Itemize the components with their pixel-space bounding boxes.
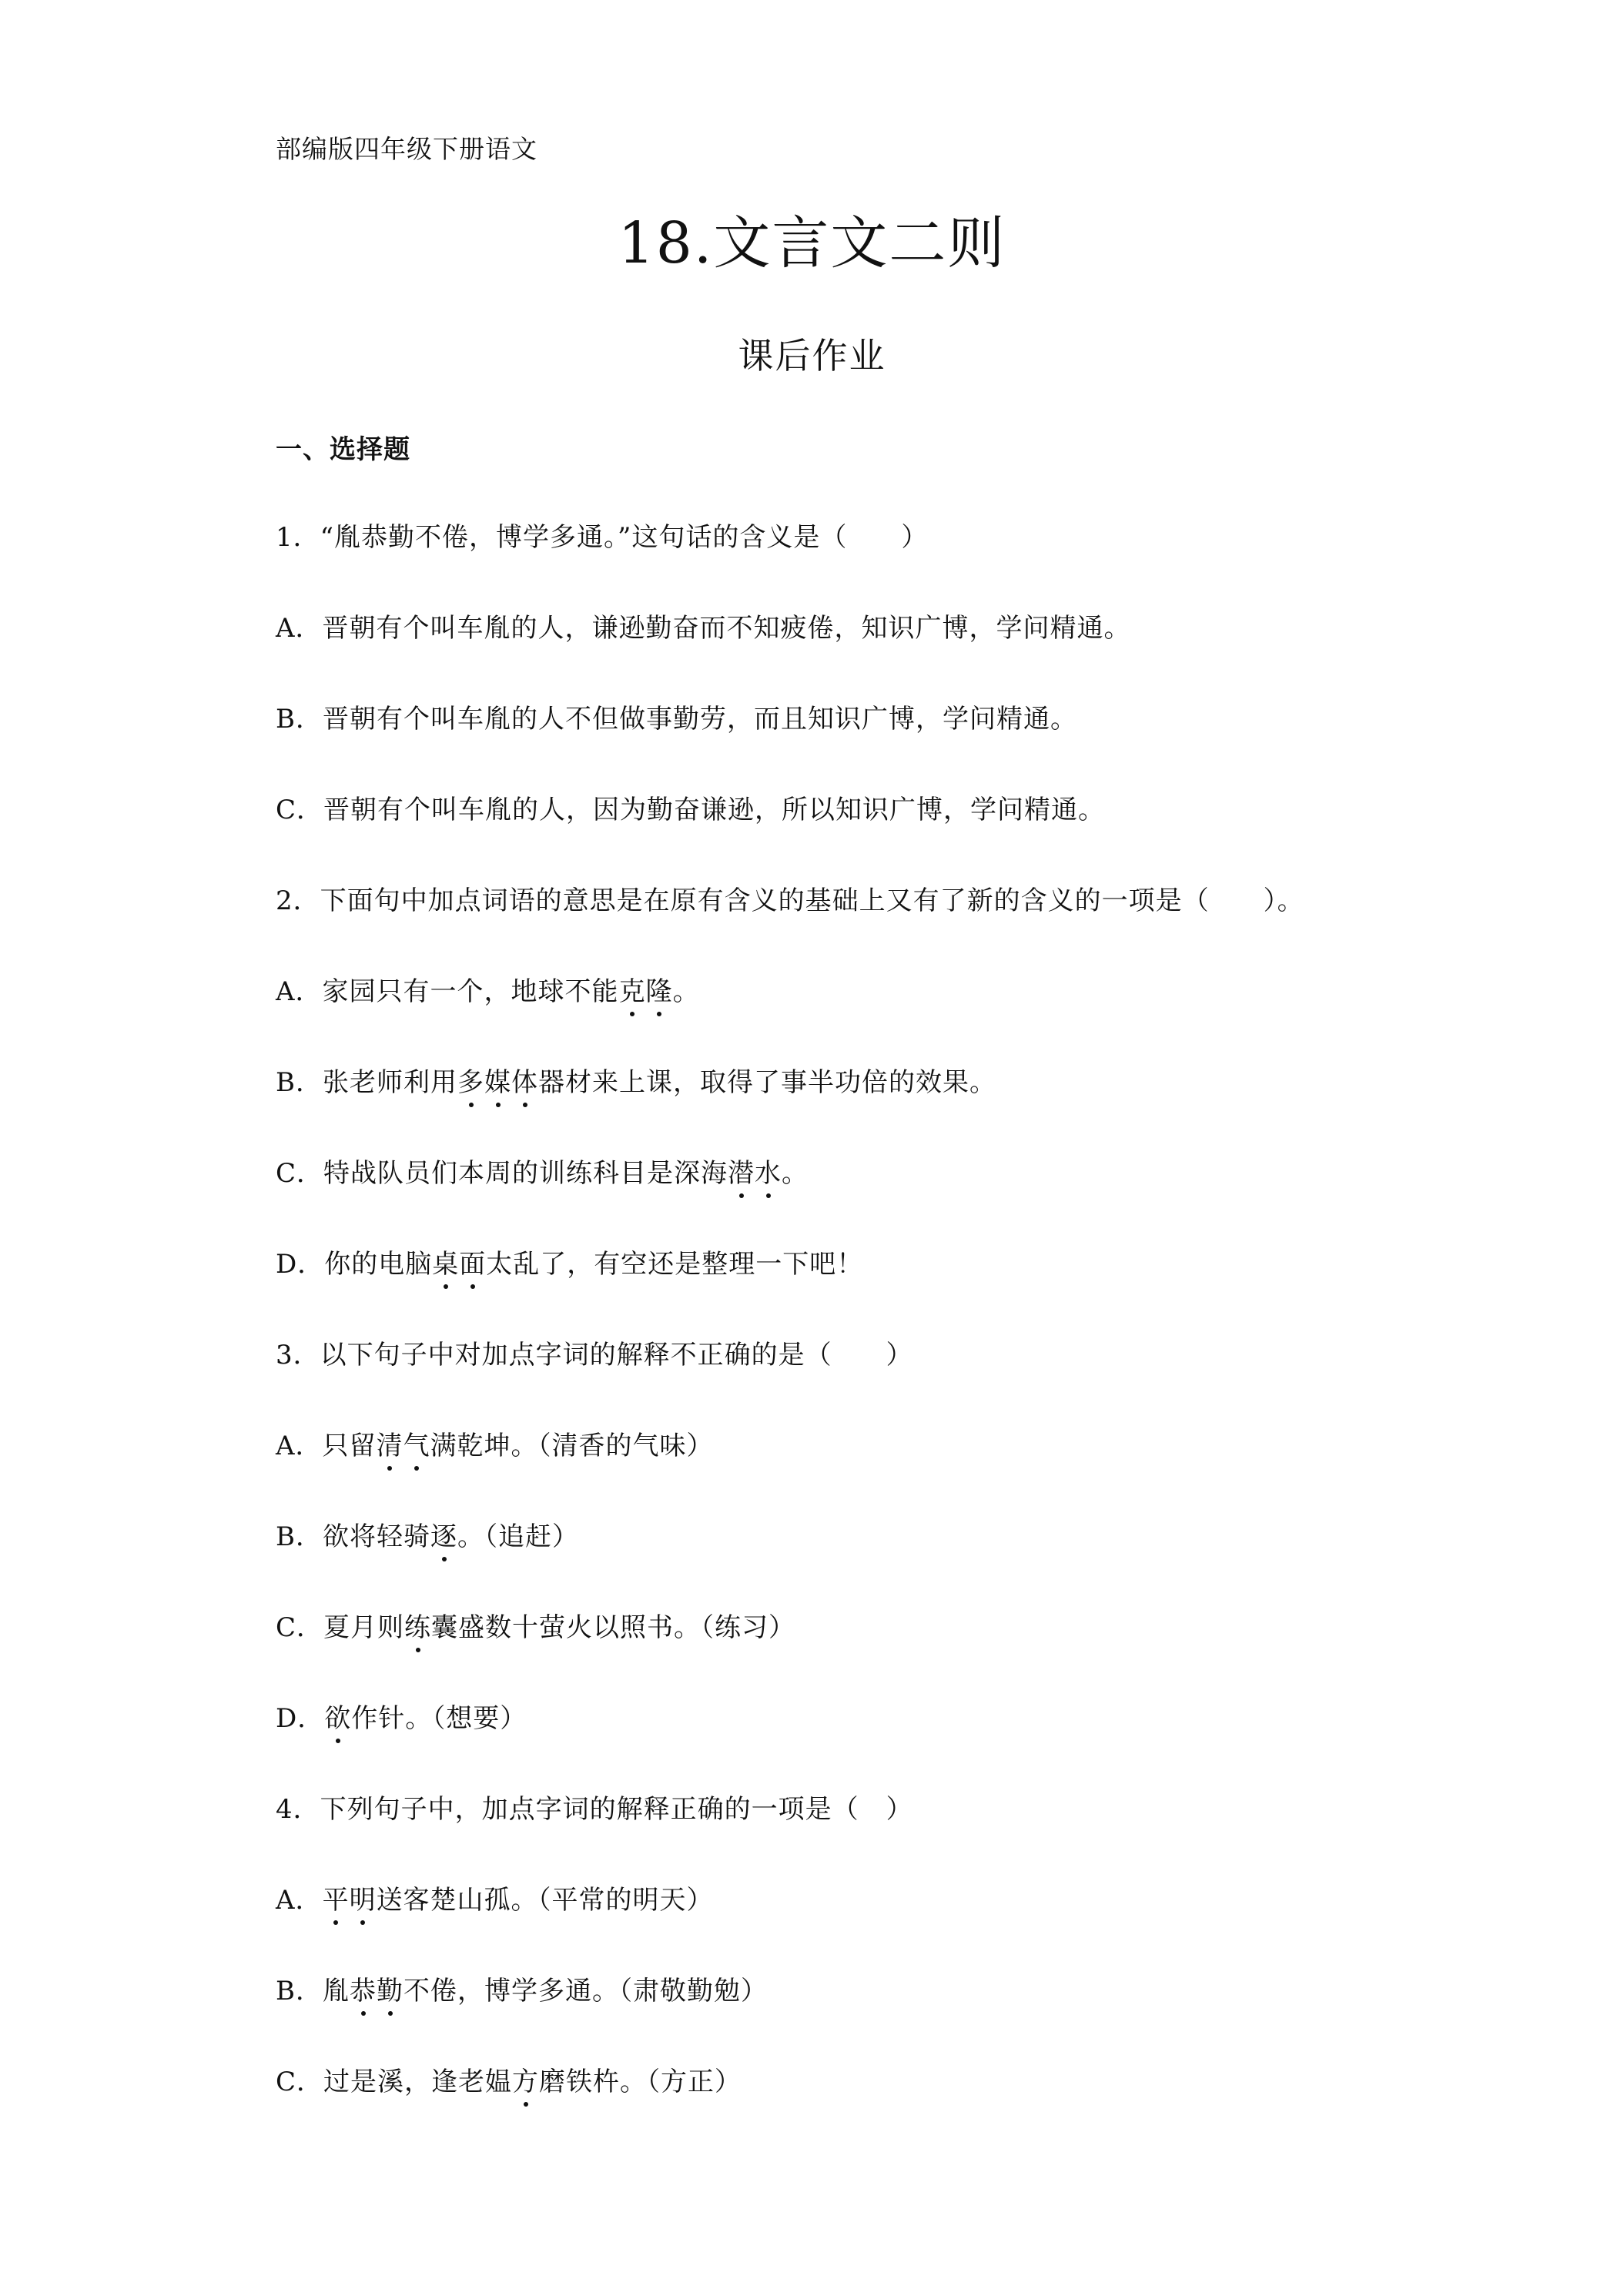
question-4-option-a: A．平明送客楚山孤。（平常的明天）: [276, 1885, 714, 1916]
question-3-stem: 3．以下句子中对加点字词的解释不正确的是（ ）: [276, 1340, 913, 1371]
question-1-option-c: C．晋朝有个叫车胤的人，因为勤奋谦逊，所以知识广博，学问精通。: [276, 795, 1106, 825]
question-2-option-d: D．你的电脑桌面太乱了，有空还是整理一下吧！: [276, 1249, 864, 1280]
section-title: 一、选择题: [276, 434, 410, 465]
question-1-option-b: B．晋朝有个叫车胤的人不但做事勤劳，而且知识广博，学问精通。: [276, 704, 1077, 735]
dotted-char: 明: [349, 1885, 377, 1916]
dotted-char: 恭: [350, 1976, 377, 2006]
dotted-char: 潜: [728, 1158, 755, 1189]
grade-label: 部编版四年级下册语文: [276, 134, 537, 164]
dotted-char: 水: [755, 1158, 782, 1189]
question-1-option-a: A．晋朝有个叫车胤的人，谦逊勤奋而不知疲倦，知识广博，学问精通。: [276, 613, 1131, 644]
question-3-option-b: B．欲将轻骑逐。（追赶）: [276, 1521, 579, 1552]
dotted-char: 体: [511, 1067, 538, 1098]
dotted-char: 清: [376, 1431, 403, 1461]
question-4-option-c: C．过是溪，逢老媪方磨铁杵。（方正）: [276, 2067, 742, 2097]
dotted-char: 桌: [432, 1249, 460, 1280]
dotted-char: 方: [512, 2067, 540, 2097]
page-subtitle: 课后作业: [738, 335, 886, 377]
dotted-char: 气: [403, 1431, 430, 1461]
question-3-option-c: C．夏月则练囊盛数十萤火以照书。（练习）: [276, 1612, 796, 1643]
question-3-option-a: A．只留清气满乾坤。（清香的气味）: [276, 1431, 714, 1461]
question-2-option-a: A．家园只有一个，地球不能克隆。: [276, 976, 700, 1007]
question-4-stem: 4．下列句子中，加点字词的解释正确的一项是（ ）: [276, 1794, 913, 1825]
page-title: 18.文言文二则: [618, 210, 1006, 276]
dotted-char: 逐: [430, 1521, 457, 1552]
question-2-stem: 2．下面句中加点词语的意思是在原有含义的基础上又有了新的含义的一项是（ ）。: [276, 885, 1304, 916]
dotted-char: 练: [404, 1612, 432, 1643]
dotted-char: 平: [322, 1885, 350, 1916]
dotted-char: 克: [618, 976, 646, 1007]
dotted-char: 媒: [484, 1067, 511, 1098]
question-2-option-c: C．特战队员们本周的训练科目是深海潜水。: [276, 1158, 809, 1189]
dotted-char: 多: [457, 1067, 484, 1098]
dotted-char: 面: [459, 1249, 487, 1280]
question-2-option-b: B．张老师利用多媒体器材来上课，取得了事半功倍的效果。: [276, 1067, 996, 1098]
question-1-stem: 1．“胤恭勤不倦，博学多通。”这句话的含义是（ ）: [276, 522, 929, 553]
dotted-char: 勤: [377, 1976, 403, 2006]
question-3-option-d: D．欲作针。（想要）: [276, 1703, 527, 1734]
question-4-option-b: B．胤恭勤不倦，博学多通。（肃敬勤勉）: [276, 1976, 768, 2006]
dotted-char: 欲: [324, 1703, 352, 1734]
dotted-char: 隆: [645, 976, 673, 1007]
